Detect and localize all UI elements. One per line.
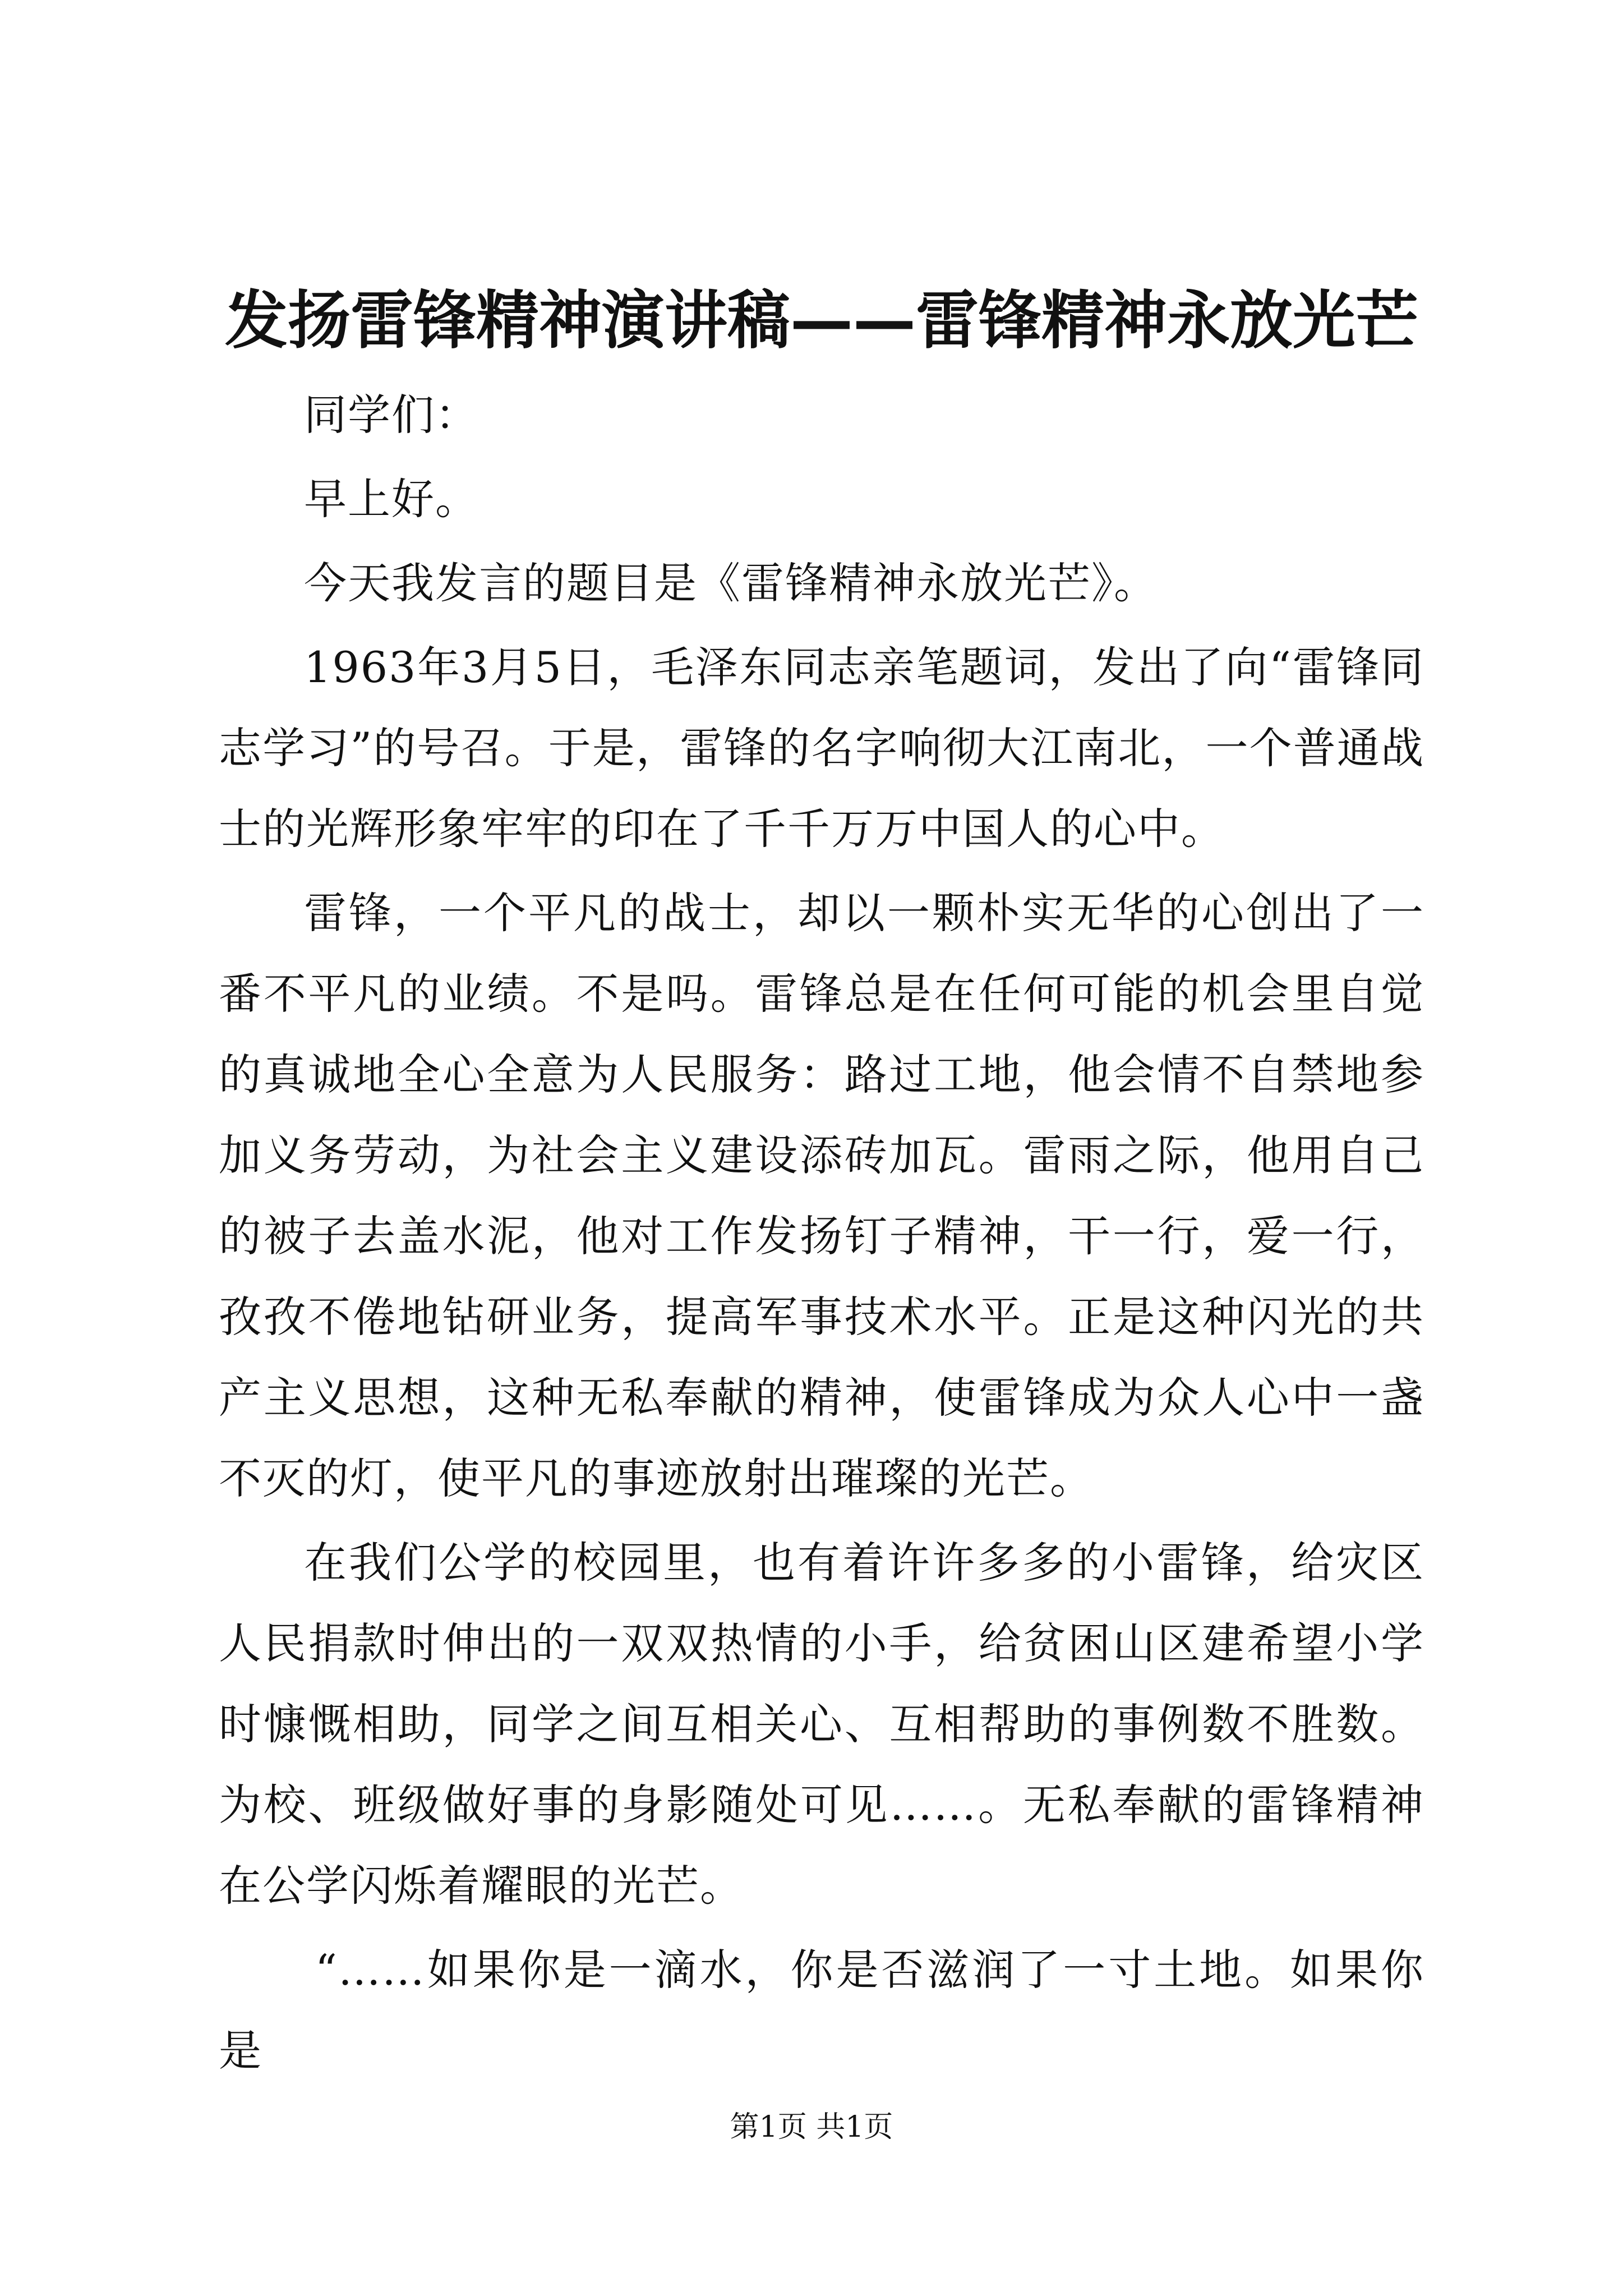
document-title: 发扬雷锋精神演讲稿——雷锋精神永放光芒 — [225, 284, 1418, 357]
history-paragraph: 1963年3月5日，毛泽东同志亲笔题词，发出了向“雷锋同志学习”的号召。于是，雷锋的名字响彻大江南北，一个普通战士的光辉形象牢牢的印在了千千万万中国人的心中。 — [219, 642, 1424, 854]
topic-paragraph: 今天我发言的题目是《雷锋精神永放光芒》。 — [304, 558, 1158, 608]
quote-paragraph: “……如果你是一滴水，你是否滋润了一寸土地。如果你是 — [219, 1945, 1424, 2076]
greeting-paragraph: 早上好。 — [304, 474, 479, 524]
lei-feng-deeds-paragraph: 雷锋，一个平凡的战士，却以一颗朴实无华的心创出了一番不平凡的业绩。不是吗。雷锋总是在任何可能的机会里自觉的真诚地全心全意为人民服务：路过工地，他会情不自禁地参加义务劳动，为社会主义建设添砖加瓦。雷雨之际，他用自己的被子去盖水泥，他对工作发扬钉子精神，干一行，爱一行，孜孜不倦地钻研业务，提高军事技术水平。正是这种闪光的共产主义思想，这种无私奉献的精神，使雷锋成为众人心中一盏不灭的灯，使平凡的事迹放射出璀璨的光芒。 — [219, 888, 1424, 1503]
document-body — [219, 375, 1424, 2095]
salutation-paragraph: 同学们： — [304, 390, 479, 440]
school-paragraph: 在我们公学的校园里，也有着许许多多的小雷锋，给灾区人民捐款时伸出的一双双热情的小手，给贫困山区建希望小学时慷慨相助，同学之间互相关心、互相帮助的事例数不胜数。为校、班级做好事的身影随处可见……。无私奉献的雷锋精神在公学闪烁着耀眼的光芒。 — [219, 1538, 1424, 1911]
page-footer: 第1页 共1页 — [730, 2110, 893, 2144]
